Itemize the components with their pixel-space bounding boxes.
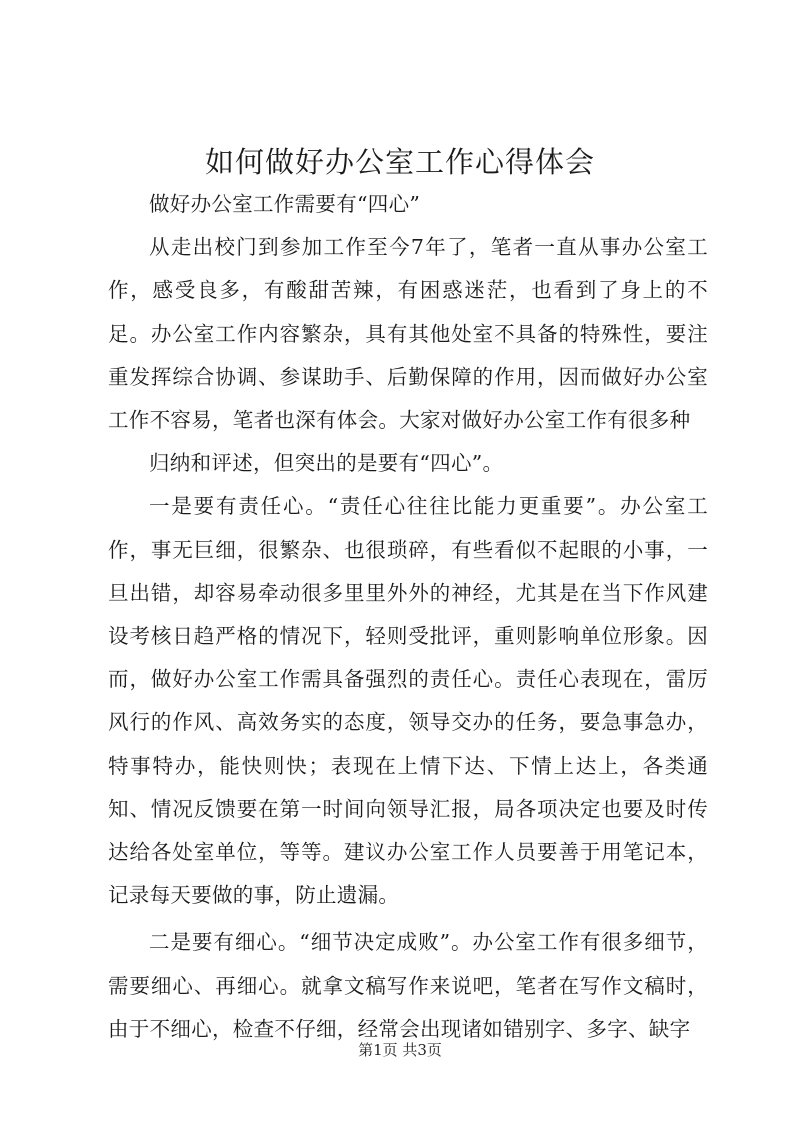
document-title: 如何做好办公室工作心得体会 xyxy=(204,145,595,179)
paragraph-responsibility: 一是要有责任心。“责任心往往比能力更重要”。办公室工作，事无巨细，很繁杂、也很琐碎，有些看似不起眼的小事，一旦出错，却容易牵动很多里里外外的神经，尤其是在当下作风建设考核日趋严格的情况下，轻则受批评，重则影响单位形象。因而，做好办公室工作需具备强烈的责任心。责任心表现在，雷厉风行的作风、高效务实的态度，领导交办的任务，要急事急办，特事特办，能快则快；表现在上情下达、下情上达上，各类通知、情况反馈要在第一时间向领导汇报，局各项决定也要及时传达给各处室单位，等等。建议办公室工作人员要善于用笔记本，记录每天要做的事，防止遗漏。 xyxy=(108,494,708,908)
paragraph-carefulness: 二是要有细心。“细节决定成败”。办公室工作有很多细节，需要细心、再细心。就拿文稿写作来说吧，笔者在写作文稿时，由于不细心，检查不仔细，经常会出现诸如错别字、多字、缺字 xyxy=(108,930,708,1041)
paragraph-summary: 归纳和评述，但突出的是要有“四心”。 xyxy=(149,451,504,476)
paragraph-intro: 从走出校门到参加工作至今7年了，笔者一直从事办公室工作，感受良多，有酸甜苦辣，有困惑迷茫，也看到了身上的不足。办公室工作内容繁杂，具有其他处室不具备的特殊性，要注重发挥综合协调、参谋助手、后勤保障的作用，因而做好办公室工作不容易，笔者也深有体会。大家对做好办公室工作有很多种 xyxy=(108,235,708,433)
page-footer: 第1页 共3页 xyxy=(358,1041,442,1059)
paragraph-subheading: 做好办公室工作需要有“四心” xyxy=(149,192,421,216)
document-body xyxy=(108,183,708,1051)
